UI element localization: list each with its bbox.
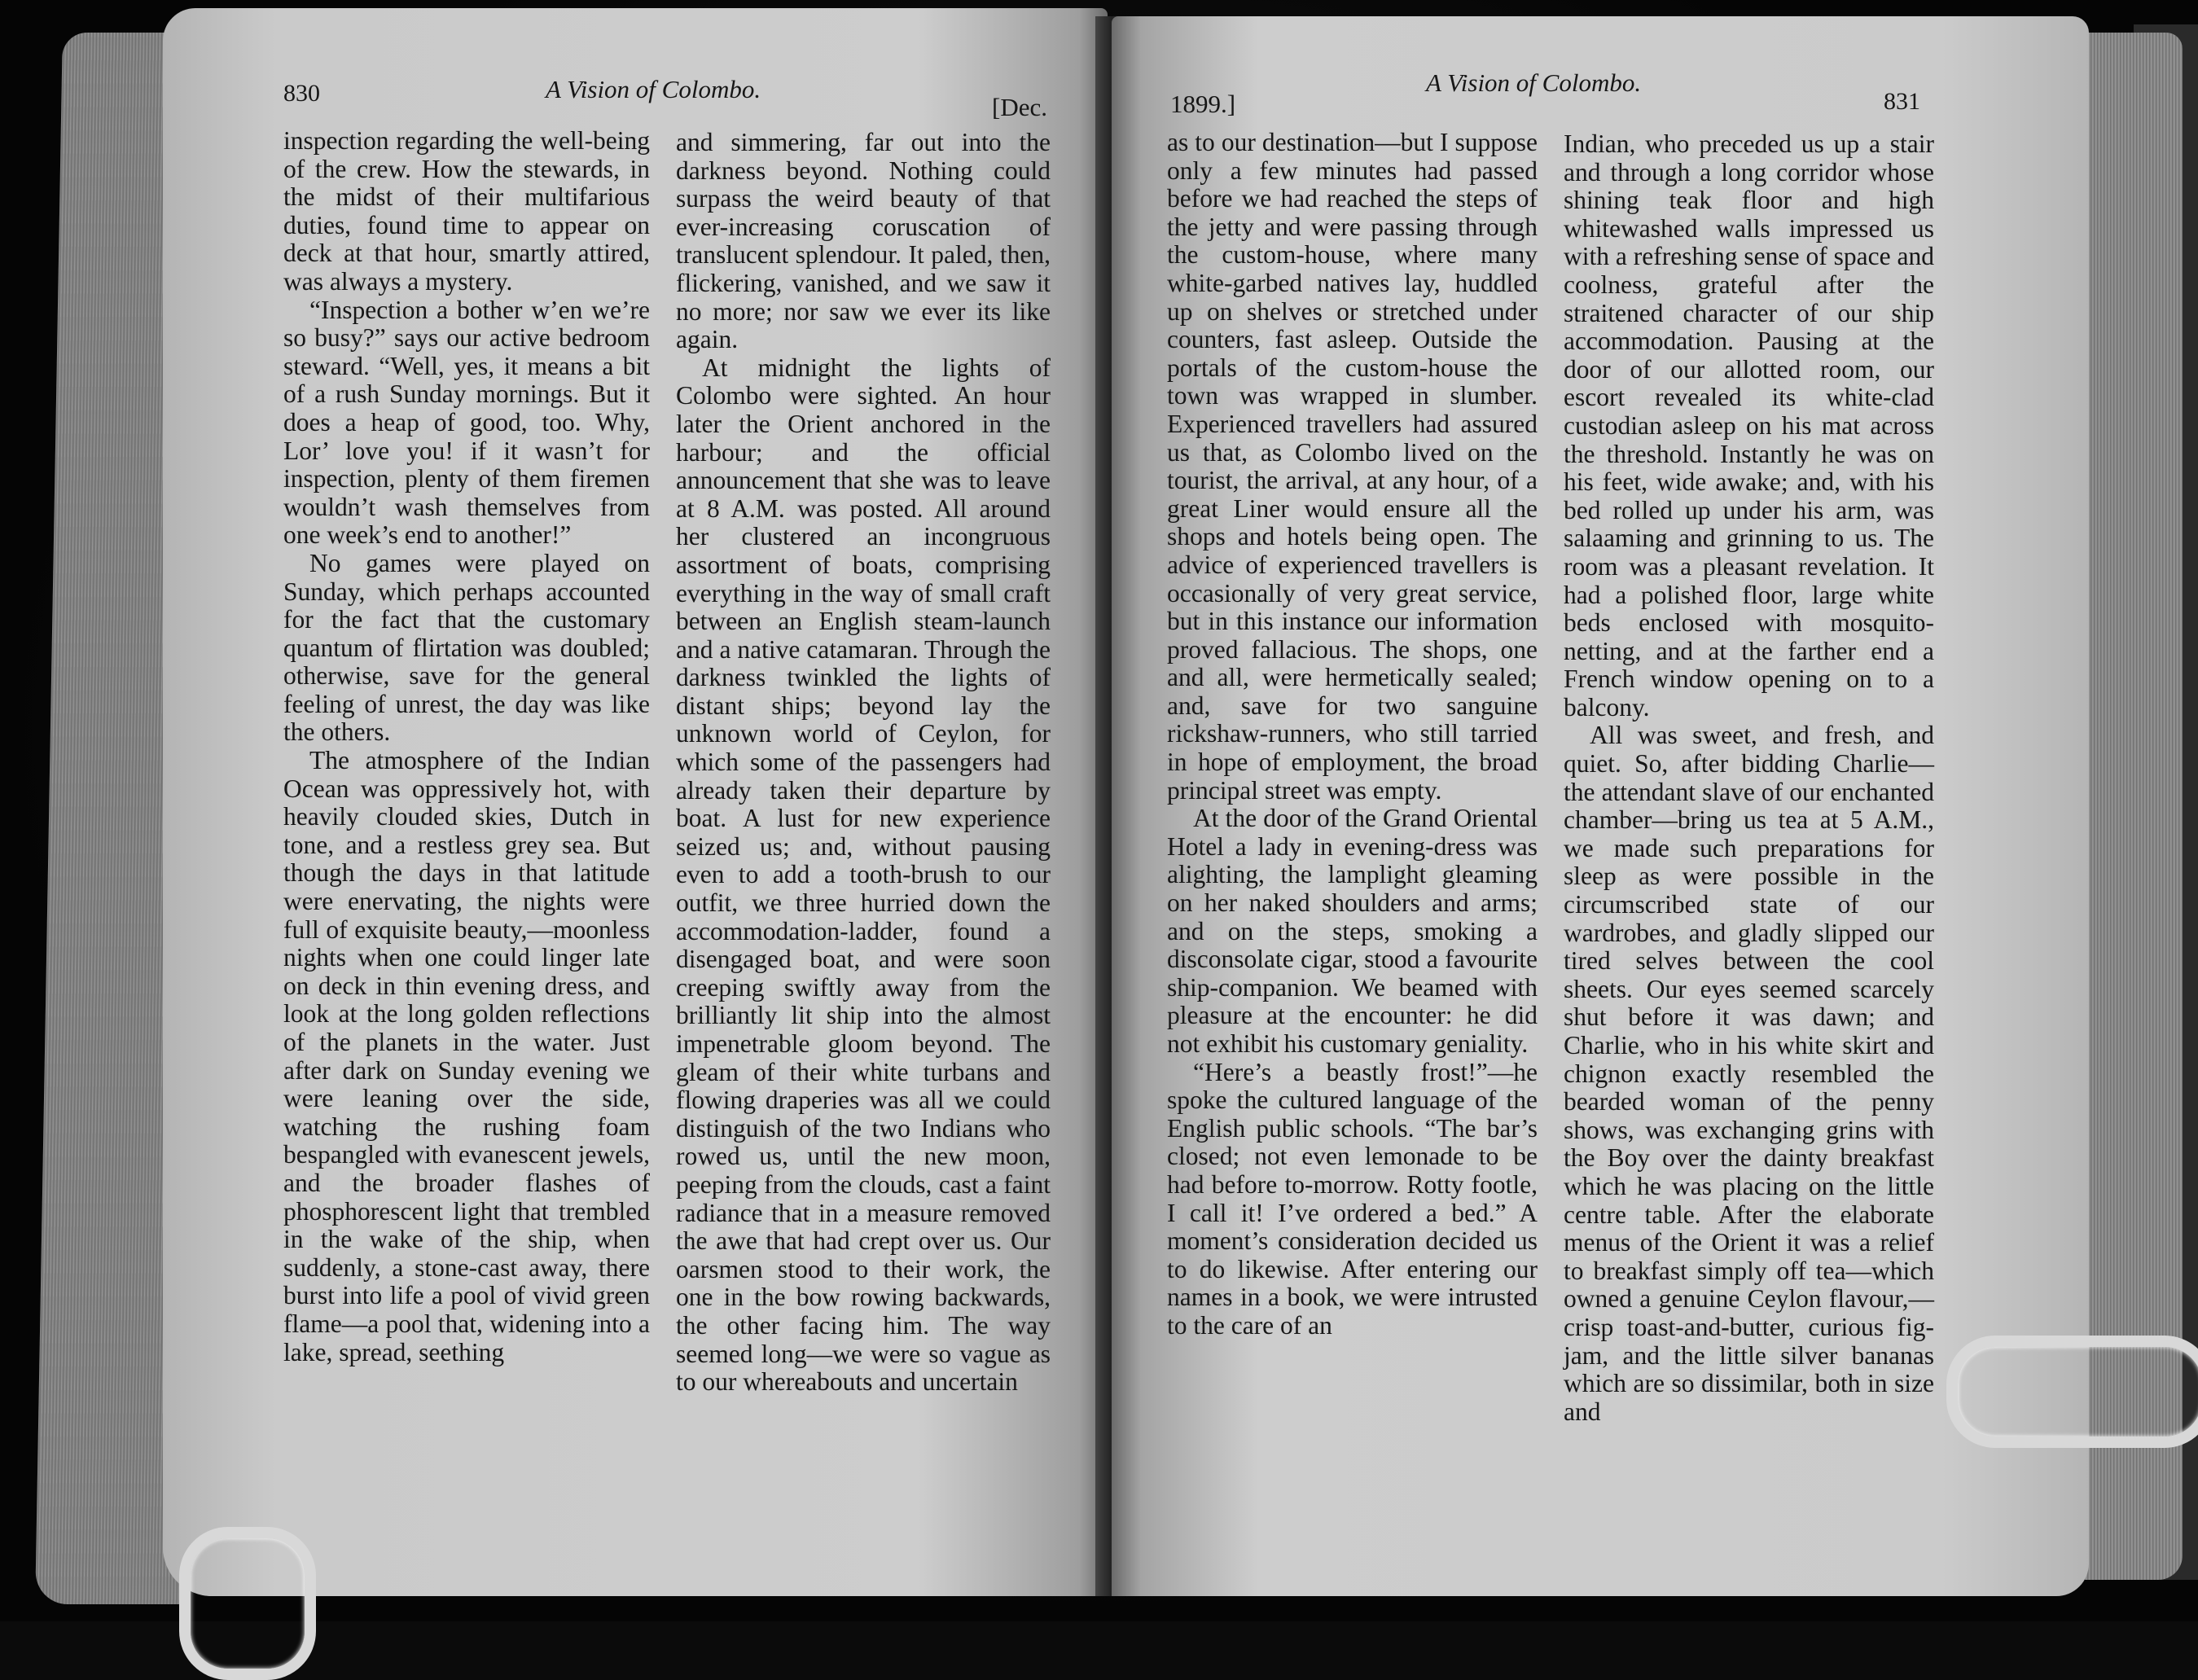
left-column-1 — [283, 127, 650, 1366]
paragraph: as to our destination—but I suppose only a few minutes had passed before we had reached the steps of the jetty and were passing through the custom-house, where many white-garbed natives lay, huddled up on shelves or stretched under counters, fast asleep. Outside the portals of the custom-house the town was wrapped in slumber. Experienced travellers had assured us that, as Colombo lived on the tourist, the arrival, at any hour, of a great Liner would ensure all the shops and hotels being open. The advice of experienced travellers is occasionally of very great service, but in this instance our information proved fallacious. The shops, one and all, were hermetically sealed; and, save for two sanguine rickshaw-runners, who still tarried in hope of employment, the broad principal street was empty. — [1167, 128, 1538, 805]
right-page — [1112, 16, 2089, 1596]
paragraph: All was sweet, and fresh, and quiet. So, after bidding Charlie—the attendant slave of our enchanted chamber—bring us tea at 5 A.M., we made such preparations for sleep as were possible in the circumscribed state of our wardrobes, and gladly slipped our tired selves between the cool sheets. Our eyes seemed scarcely shut before it was dawn; and Charlie, who in his white skirt and chignon exactly resembled the bearded woman of the penny shows, was exchanging grins with the Boy over the dainty breakfast which he was placing on the little centre table. After the elaborate menus of the Orient it was a relief to breakfast simply off tea—which owned a genuine Ceylon flavour,—crisp toast-and-butter, curious fig-jam, and the little silver bananas which are so dissimilar, both in size and — [1564, 721, 1934, 1426]
paragraph: “Inspection a bother w’en we’re so busy?” says our active bedroom steward. “Well, yes, it means a bit of a rush Sunday mornings. But it does a heap of good, too. Why, Lor’ love you! if it wasn’t for inspection, plenty of them firemen wouldn’t wash themselves from one week’s end to another!” — [283, 295, 650, 550]
right-running-year: 1899.] — [1170, 90, 1236, 118]
left-running-title: A Vision of Colombo. — [546, 75, 761, 103]
right-column-2 — [1564, 130, 1934, 1426]
paragraph: No games were played on Sunday, which perhaps accounted for the fact that the customary quantum of flirtation was doubled; otherwise, save for the general feeling of unrest, the day was like the others. — [283, 548, 650, 747]
paragraph: At midnight the lights of Colombo were sighted. An hour later the Orient anchored in the harbour; and the official announcement that she was to leave at 8 A.M. was posted. All around her clustered an incongruous assortment of boats, comprising everything in the way of small craft between an English steam-launch and a native catamaran. Through the darkness twinkled the lights of distant ships; beyond lay the unknown world of Ceylon, for which some of the passengers had already taken their departure by boat. A lust for new experience seized us; and, without pausing even to add a tooth-brush to our outfit, we three hurried down the accommodation-ladder, found a disengaged boat, and were soon creeping swiftly away from the brilliantly lit ship into the almost impenetrable gloom beyond. The gleam of their white turbans and flowing draperies was all we could distinguish of the two Indians who rowed us, until the new moon, peeping from the clouds, cast a faint radiance that in a measure removed the awe that had crept over us. Our oarsmen stood to their work, the one in the bow rowing backwards, the other facing him. The way seemed long—we were so vague as to our whereabouts and uncertain — [676, 353, 1051, 1397]
binder-clip-left — [179, 1527, 316, 1680]
binder-clip-right — [1946, 1336, 2198, 1448]
left-page-number: 830 — [283, 80, 320, 107]
right-page-number: 831 — [1884, 88, 1920, 115]
left-column-2 — [676, 129, 1051, 1397]
paragraph: inspection regarding the well-being of the crew. How the stewards, in the midst of their multifarious duties, found time to appear on deck at that hour, smartly attired, was always a mystery. — [283, 126, 650, 296]
right-running-title: A Vision of Colombo. — [1426, 68, 1642, 97]
left-page — [163, 8, 1108, 1596]
paragraph: “Here’s a beastly frost!”—he spoke the cultured language of the English public schools. “The bar’s closed; not even lemonade to be had before to-morrow. Rotty footle, I call it! I’ve ordered a bed.” A moment’s consideration decided us to do likewise. After entering our names in a book, we were intrusted to the care of an — [1167, 1057, 1538, 1340]
paragraph: At the door of the Grand Oriental Hotel a lady in evening-dress was alighting, the lamplight gleaming on her naked shoulders and arms; and on the steps, smoking a disconsolate cigar, stood a favourite ship-companion. We beamed with pleasure at the encounter: he did not exhibit his customary geniality. — [1167, 804, 1538, 1058]
left-running-month: [Dec. — [992, 93, 1047, 121]
right-column-1 — [1167, 129, 1538, 1340]
paragraph: Indian, who preceded us up a stair and through a long corridor whose shining teak floor and high whitewashed walls impressed us with a refreshing sense of space and coolness, grateful after the straitened character of our ship accommodation. Pausing at the door of our allotted room, our escort revealed its white-clad custodian asleep on his mat across the threshold. Instantly he was on his feet, wide awake; and, with his bed rolled up under his arm, was salaaming and grinning to us. The room was a pleasant revelation. It had a polished floor, large white beds enclosed with mosquito-netting, and at the farther end a French window opening on to a balcony. — [1564, 129, 1934, 722]
paragraph: and simmering, far out into the darkness beyond. Nothing could surpass the weird beauty of that ever-increasing coruscation of translucent splendour. It paled, then, flickering, vanished, and we saw it no more; nor saw we ever its like again. — [676, 128, 1051, 354]
paragraph: The atmosphere of the Indian Ocean was oppressively hot, with heavily clouded skies, Dutch in tone, and a restless grey sea. But though the days in that latitude were enervating, the nights were full of exquisite beauty,—moonless nights when one could linger late on deck in thin evening dress, and look at the long golden reflections of the planets in the water. Just after dark on Sunday evening we were leaning over the side, watching the rushing foam bespangled with evanescent jewels, and the broader flashes of phosphorescent light that trembled in the wake of the ship, when suddenly, a stone-cast away, there burst into life a pool of vivid green flame—a pool that, widening into a lake, spread, seething — [283, 746, 650, 1366]
